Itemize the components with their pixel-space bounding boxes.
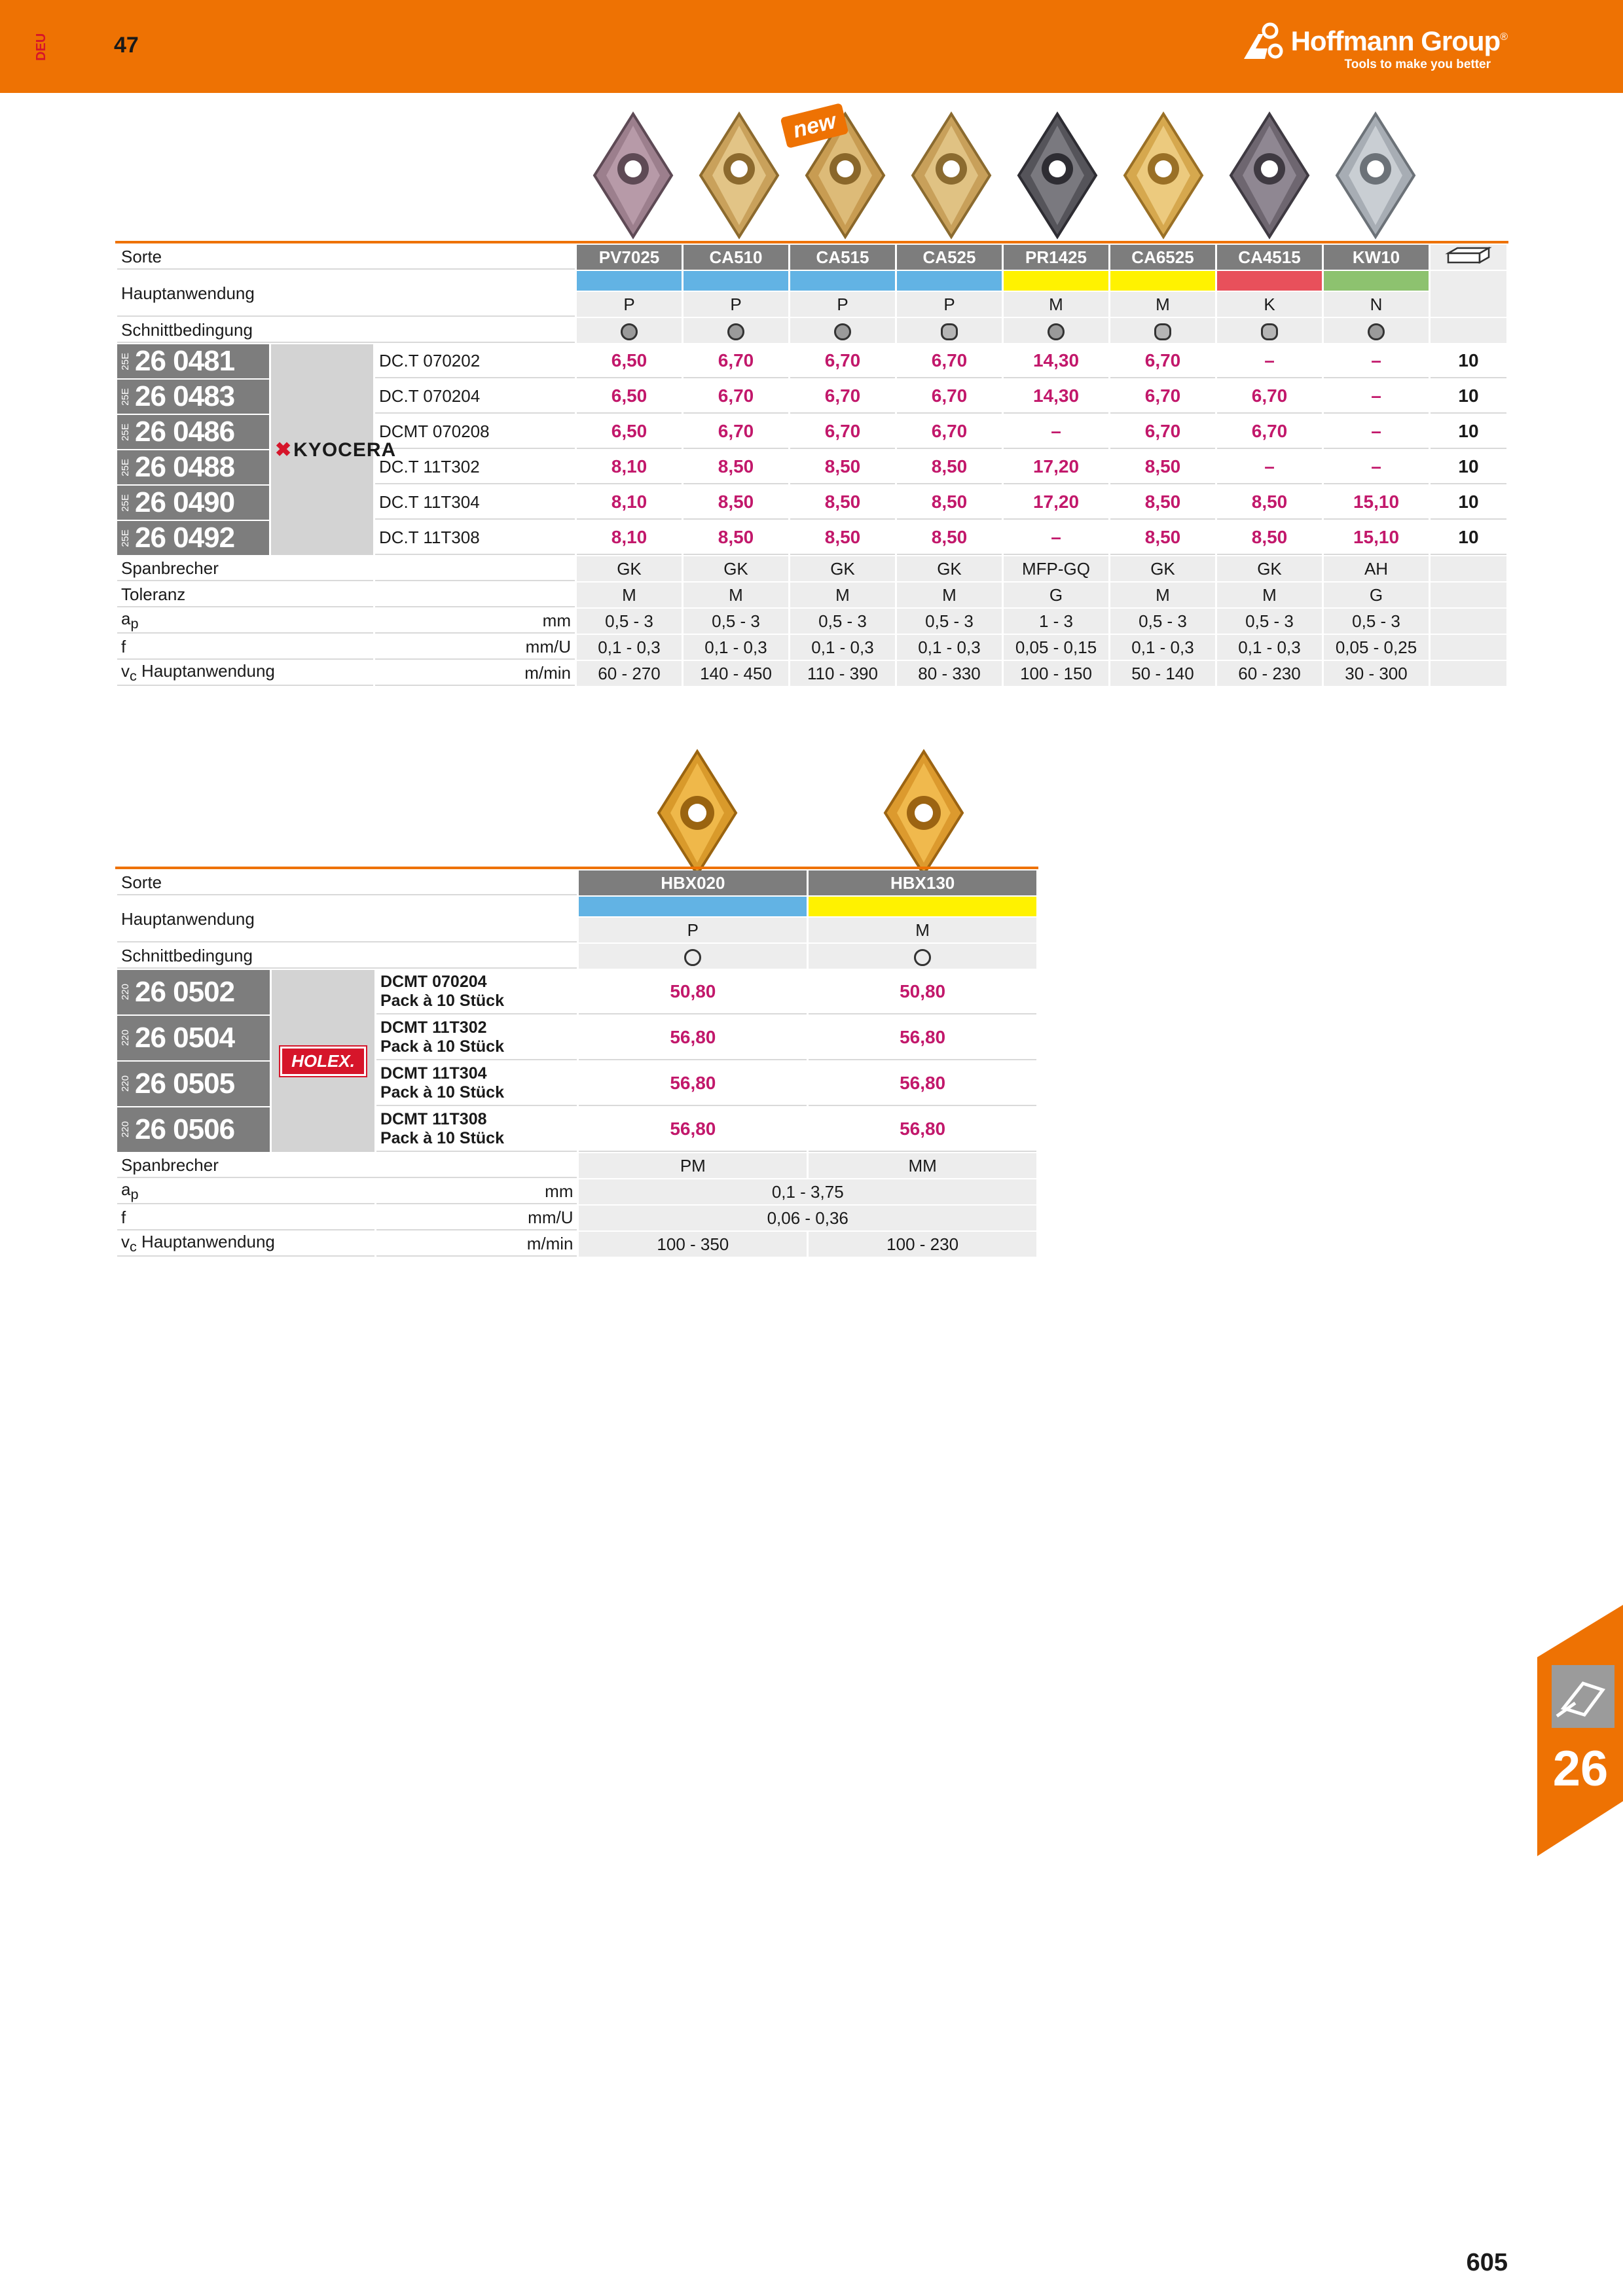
spec-value: 0,1 - 0,3 [577, 635, 682, 660]
main-application: P [684, 292, 788, 317]
spec-row-vc [117, 661, 1506, 686]
cut-condition-cell [809, 944, 1036, 969]
price: 6,70 [1217, 415, 1322, 449]
grade-header: CA6525 [1110, 245, 1215, 270]
cut-condition-cell [579, 944, 807, 969]
grade-header: CA525 [897, 245, 1002, 270]
price: 50,80 [579, 970, 807, 1014]
table-row [117, 1107, 1036, 1152]
grade-header: PR1425 [1004, 245, 1108, 270]
spec-label: $a_p$ [117, 1179, 374, 1204]
spec-label: f [117, 1206, 374, 1230]
chapter-number: 26 [1552, 1741, 1609, 1797]
spec-row-spanbrecher [117, 1153, 1036, 1178]
spec-value: GK [1217, 556, 1322, 581]
manufacturer-logo-holex [272, 970, 374, 1152]
table-row [117, 344, 1506, 378]
spec-unit: mm/U [375, 635, 575, 660]
article-number: 25E 26 0490 [117, 486, 269, 520]
price: 6,70 [790, 415, 895, 449]
interrupted-cut-icon [1154, 323, 1171, 340]
insert-image-hbx130 [881, 747, 966, 878]
product-table-kyocera [115, 241, 1508, 687]
grade-header: KW10 [1324, 245, 1429, 270]
spec-label: $v_c$ Hauptanwendung [117, 1232, 374, 1257]
spec-label: Spanbrecher [117, 556, 373, 581]
spec-value: GK [1110, 556, 1215, 581]
article-number: 220 26 0506 [117, 1107, 270, 1152]
price: – [1324, 380, 1429, 414]
brand-name: Hoffmann Group [1290, 26, 1501, 56]
price: 6,70 [1110, 344, 1215, 378]
spec-value: 50 - 140 [1110, 661, 1215, 686]
label-schnittbedingung: Schnittbedingung [117, 318, 575, 343]
blank-cell [1431, 635, 1506, 660]
cut-condition-cell [684, 318, 788, 343]
brand-tagline: Tools to make you better [1344, 58, 1491, 71]
packaging-icon-cell [1431, 245, 1506, 270]
price: 8,50 [790, 450, 895, 484]
price: 8,50 [897, 450, 1002, 484]
model-designation: DCMT 070208 [375, 415, 575, 449]
article-number: 220 26 0504 [117, 1016, 270, 1060]
spec-value: MM [809, 1153, 1036, 1178]
price: 56,80 [809, 1016, 1036, 1060]
article-number: 220 26 0505 [117, 1062, 270, 1106]
cut-condition-cell [790, 318, 895, 343]
label-schnittbedingung: Schnittbedingung [117, 944, 577, 969]
blank-cell [1431, 609, 1506, 634]
article-number: 25E 26 0486 [117, 415, 269, 449]
spec-unit: mm [376, 1179, 577, 1204]
insert-image-hbx020 [655, 747, 740, 878]
iso-color-band-m [809, 897, 1036, 916]
insert-image-ca510 [697, 110, 782, 241]
price: 6,70 [897, 344, 1002, 378]
insert-image-ca6525 [1121, 110, 1206, 241]
spec-row-f [117, 1206, 1036, 1230]
cut-condition-cell [1004, 318, 1108, 343]
price: 6,50 [577, 380, 682, 414]
price: – [1324, 450, 1429, 484]
spec-label: $v_c$ Hauptanwendung [117, 661, 373, 686]
interrupted-cut-icon [1261, 323, 1278, 340]
model-designation: DC.T 11T308 [375, 521, 575, 555]
grade-header: CA510 [684, 245, 788, 270]
spec-row-vc [117, 1232, 1036, 1257]
price: 8,50 [790, 521, 895, 555]
spec-value: GK [577, 556, 682, 581]
iso-color-band-m [1004, 271, 1108, 291]
article-number: 25E 26 0488 [117, 450, 269, 484]
price: 8,10 [577, 521, 682, 555]
price: 14,30 [1004, 344, 1108, 378]
brand-block [1241, 22, 1508, 72]
price: – [1324, 415, 1429, 449]
circular-arrow-icon [914, 949, 931, 966]
price: 6,70 [684, 415, 788, 449]
grade-header: HBX020 [579, 870, 807, 895]
spec-value: M [1110, 583, 1215, 607]
spec-value: 100 - 350 [579, 1232, 807, 1257]
iso-color-band-p [577, 271, 682, 291]
price: 6,70 [1217, 380, 1322, 414]
blank-cell [1431, 556, 1506, 581]
blank-cell [1431, 271, 1506, 317]
pack-quantity: 10 [1431, 521, 1506, 555]
price: 6,70 [1110, 380, 1215, 414]
spec-unit: m/min [375, 661, 575, 686]
stable-cut-icon [1368, 323, 1385, 340]
price: 6,70 [897, 380, 1002, 414]
iso-color-band-n [1324, 271, 1429, 291]
price: 56,80 [579, 1062, 807, 1106]
package-quantity-icon [1446, 245, 1491, 265]
stable-cut-icon [1048, 323, 1065, 340]
price: 8,50 [684, 450, 788, 484]
table-row [117, 970, 1036, 1014]
hoffmann-logo-icon [1241, 22, 1287, 60]
model-designation: DC.T 070202 [375, 344, 575, 378]
price: 6,50 [577, 415, 682, 449]
price: 8,50 [1217, 521, 1322, 555]
spec-value: 0,5 - 3 [577, 609, 682, 634]
spec-value: 60 - 230 [1217, 661, 1322, 686]
label-hauptanwendung: Hauptanwendung [117, 897, 577, 942]
price: – [1004, 415, 1108, 449]
price: 6,70 [684, 380, 788, 414]
spec-value: M [1217, 583, 1322, 607]
iso-color-band-m [1110, 271, 1215, 291]
stable-cut-icon [621, 323, 638, 340]
main-application: M [1004, 292, 1108, 317]
spec-unit: m/min [376, 1232, 577, 1257]
model-designation: DCMT 11T304 Pack à 10 Stück [376, 1062, 577, 1106]
header-bar [0, 0, 1623, 93]
main-application: N [1324, 292, 1429, 317]
price: 6,70 [897, 415, 1002, 449]
model-designation: DC.T 070204 [375, 380, 575, 414]
model-designation: DCMT 070204 Pack à 10 Stück [376, 970, 577, 1014]
cut-condition-cell [577, 318, 682, 343]
price: 56,80 [579, 1107, 807, 1152]
price: 56,80 [579, 1016, 807, 1060]
price: – [1004, 521, 1108, 555]
spec-unit: mm/U [376, 1206, 577, 1230]
price: – [1217, 450, 1322, 484]
spec-value: 100 - 230 [809, 1232, 1036, 1257]
iso-color-band-k [1217, 271, 1322, 291]
insert-image-pv7025 [591, 110, 676, 241]
grade-header: PV7025 [577, 245, 682, 270]
spec-value: 1 - 3 [1004, 609, 1108, 634]
blank-cell [1431, 583, 1506, 607]
spec-value: 0,1 - 0,3 [897, 635, 1002, 660]
grade-header: CA4515 [1217, 245, 1322, 270]
spec-row-ap [117, 609, 1506, 634]
spec-unit [375, 556, 575, 581]
price: 6,70 [790, 380, 895, 414]
spec-value: G [1324, 583, 1429, 607]
grade-header: CA515 [790, 245, 895, 270]
spec-value: 0,5 - 3 [897, 609, 1002, 634]
spec-unit: mm [375, 609, 575, 634]
price: 6,70 [790, 344, 895, 378]
spec-value: 0,5 - 3 [1217, 609, 1322, 634]
spec-row-f [117, 635, 1506, 660]
language-code: DEU [34, 33, 48, 62]
cut-condition-cell [1324, 318, 1429, 343]
spec-value: 60 - 270 [577, 661, 682, 686]
price: – [1324, 344, 1429, 378]
price: 8,50 [684, 521, 788, 555]
spec-value: M [790, 583, 895, 607]
spec-value: 0,5 - 3 [1110, 609, 1215, 634]
spec-value: 80 - 330 [897, 661, 1002, 686]
price: 15,10 [1324, 486, 1429, 520]
cut-condition-cell [1217, 318, 1322, 343]
spec-value: PM [579, 1153, 807, 1178]
model-designation: DC.T 11T304 [375, 486, 575, 520]
pack-quantity: 10 [1431, 344, 1506, 378]
spec-value: GK [684, 556, 788, 581]
main-application: P [579, 918, 807, 942]
spec-value: MFP-GQ [1004, 556, 1108, 581]
table-row [117, 1016, 1036, 1060]
iso-color-band-p [684, 271, 788, 291]
circular-arrow-icon [684, 949, 701, 966]
blank-cell [1431, 318, 1506, 343]
main-application: P [790, 292, 895, 317]
main-application: P [577, 292, 682, 317]
manufacturer-name: KYOCERA [293, 439, 397, 461]
spec-value: AH [1324, 556, 1429, 581]
price: 6,70 [1110, 415, 1215, 449]
spec-value: 100 - 150 [1004, 661, 1108, 686]
grade-header: HBX130 [809, 870, 1036, 895]
label-hauptanwendung: Hauptanwendung [117, 271, 575, 317]
pack-quantity: 10 [1431, 380, 1506, 414]
price: 17,20 [1004, 450, 1108, 484]
model-designation: DC.T 11T302 [375, 450, 575, 484]
manufacturer-name: HOLEX. [280, 1047, 366, 1076]
price: 8,10 [577, 450, 682, 484]
spec-row-spanbrecher [117, 556, 1506, 581]
price: 8,50 [1110, 450, 1215, 484]
new-badge: new [780, 103, 849, 149]
price: 8,50 [1217, 486, 1322, 520]
article-number: 25E 26 0483 [117, 380, 269, 414]
insert-image-pr1425 [1015, 110, 1100, 241]
price: 6,70 [684, 344, 788, 378]
pack-quantity: 10 [1431, 450, 1506, 484]
spec-value: 0,1 - 3,75 [579, 1179, 1036, 1204]
article-number: 220 26 0502 [117, 970, 270, 1014]
spec-row-ap [117, 1179, 1036, 1204]
price: 14,30 [1004, 380, 1108, 414]
label-sorte: Sorte [117, 870, 577, 895]
price: 56,80 [809, 1107, 1036, 1152]
spec-value: GK [897, 556, 1002, 581]
price: 8,50 [1110, 521, 1215, 555]
brand-registered: ® [1500, 31, 1508, 43]
label-sorte: Sorte [117, 245, 575, 270]
spec-value: GK [790, 556, 895, 581]
price: 50,80 [809, 970, 1036, 1014]
spec-value: 0,1 - 0,3 [1110, 635, 1215, 660]
model-designation: DCMT 11T308 Pack à 10 Stück [376, 1107, 577, 1152]
main-application: M [1110, 292, 1215, 317]
table-row [117, 1062, 1036, 1106]
spec-value: M [577, 583, 682, 607]
header-page-tag: 47 [114, 33, 139, 58]
insert-image-kw10 [1333, 110, 1418, 241]
insert-image-ca525 [909, 110, 994, 241]
stable-cut-icon [834, 323, 851, 340]
main-application: P [897, 292, 1002, 317]
spec-value: 140 - 450 [684, 661, 788, 686]
blank-cell [1431, 661, 1506, 686]
cut-condition-cell [897, 318, 1002, 343]
spec-value: 30 - 300 [1324, 661, 1429, 686]
iso-color-band-p [897, 271, 1002, 291]
spec-label: f [117, 635, 373, 660]
spec-value: 0,05 - 0,25 [1324, 635, 1429, 660]
spec-value: 0,5 - 3 [684, 609, 788, 634]
spec-label: Spanbrecher [117, 1153, 577, 1178]
spec-value: M [897, 583, 1002, 607]
spec-value: M [684, 583, 788, 607]
spec-unit [375, 583, 575, 607]
iso-color-band-p [579, 897, 807, 916]
price: 8,50 [790, 486, 895, 520]
spec-value: 0,06 - 0,36 [579, 1206, 1036, 1230]
stable-cut-icon [727, 323, 744, 340]
model-designation: DCMT 11T302 Pack à 10 Stück [376, 1016, 577, 1060]
interrupted-cut-icon [941, 323, 958, 340]
spec-value: G [1004, 583, 1108, 607]
article-number: 25E 26 0492 [117, 521, 269, 555]
cut-condition-cell [1110, 318, 1215, 343]
spec-value: 110 - 390 [790, 661, 895, 686]
price: 15,10 [1324, 521, 1429, 555]
insert-image-ca4515 [1227, 110, 1312, 241]
spec-label: $a_p$ [117, 609, 373, 634]
price: 8,10 [577, 486, 682, 520]
price: 56,80 [809, 1062, 1036, 1106]
main-application: M [809, 918, 1036, 942]
product-table-holex [115, 867, 1038, 1258]
spec-value: 0,5 - 3 [1324, 609, 1429, 634]
price: 6,50 [577, 344, 682, 378]
kyocera-logo-icon: ✖ [275, 439, 293, 461]
price: 17,20 [1004, 486, 1108, 520]
spec-row-toleranz [117, 583, 1506, 607]
price: – [1217, 344, 1322, 378]
pack-quantity: 10 [1431, 486, 1506, 520]
spec-value: 0,1 - 0,3 [684, 635, 788, 660]
spec-value: 0,5 - 3 [790, 609, 895, 634]
spec-value: 0,1 - 0,3 [790, 635, 895, 660]
main-application: K [1217, 292, 1322, 317]
pack-quantity: 10 [1431, 415, 1506, 449]
spec-value: 0,05 - 0,15 [1004, 635, 1108, 660]
article-number: 25E 26 0481 [117, 344, 269, 378]
price: 8,50 [897, 521, 1002, 555]
manufacturer-logo-kyocera [271, 344, 397, 555]
chapter-tab [1537, 1605, 1623, 1856]
price: 8,50 [897, 486, 1002, 520]
spec-value: 0,1 - 0,3 [1217, 635, 1322, 660]
page-number: 605 [1466, 2249, 1508, 2276]
iso-color-band-p [790, 271, 895, 291]
spec-label: Toleranz [117, 583, 373, 607]
price: 8,50 [1110, 486, 1215, 520]
price: 8,50 [684, 486, 788, 520]
